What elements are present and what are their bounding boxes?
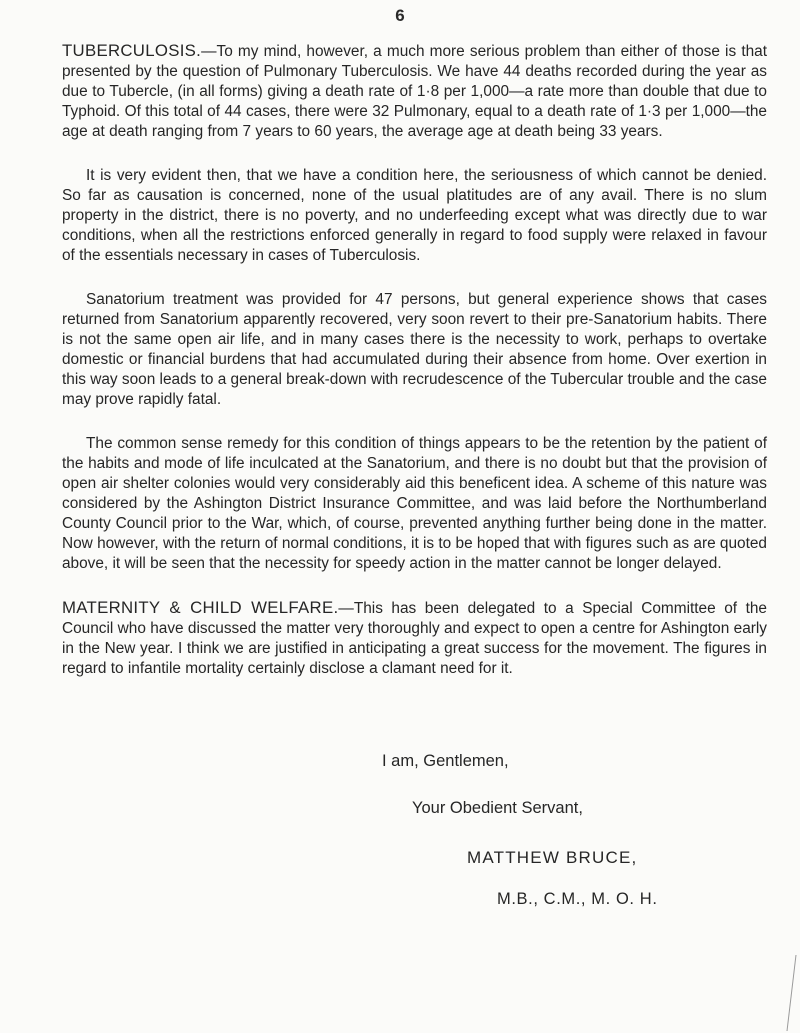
- closing-servant: Your Obedient Servant,: [412, 799, 583, 817]
- signatory-qualifications: M.B., C.M., M. O. H.: [497, 890, 658, 908]
- maternity-text: —This has been delegated to a Special Committee of the Council who have discussed the matter very thoroughly and expect to open a centre for Ashington early in the New year. I think we are justified in anticipating a great success for the movement. The figures in regard to infantile mortality certainly disclose a clamant need for it.: [62, 600, 767, 677]
- seriousness-paragraph: It is very evident then, that we have a condition here, the seriousness of which cannot be denied. So far as causation is concerned, none of the usual platitudes are of any avail. There is no slum property in the district, there is no poverty, and no underfeeding except what was directly due to war conditions, when all the restrictions enforced generally in regard to food supply were relaxed in favour of the essentials necessary in cases of Tuberculosis.: [62, 167, 767, 264]
- report-body: [62, 41, 767, 703]
- closing-greeting: I am, Gentlemen,: [382, 752, 509, 770]
- sanatorium-paragraph: Sanatorium treatment was provided for 47 persons, but general experience shows that cases returned from Sanatorium apparently recovered, very soon revert to their pre-Sanatorium habits. There is not the same open air life, and in many cases there is the necessity to work, perhaps to overtake domestic or financial burdens that had accumulated during their absence from home. Over exertion in this way soon leads to a general break-down with recrudescence of the Tubercular trouble and the case may prove rapidly fatal.: [62, 291, 767, 408]
- signatory-name: MATTHEW BRUCE,: [467, 848, 638, 867]
- remedy-paragraph: The common sense remedy for this condition of things appears to be the retention by the patient of the habits and mode of life inculcated at the Sanatorium, and there is no doubt but that the provision of open air shelter colonies would very considerably aid this beneficent idea. A scheme of this nature was considered by the Ashington District Insurance Committee, and was laid before the Northumberland County Council prior to the War, which, of course, prevented anything further being done in the matter. Now however, with the return of normal conditions, it is to be hoped that with figures such as are quoted above, it will be seen that the necessity for speedy action in the matter cannot be longer delayed.: [62, 435, 767, 572]
- page-number: 6: [395, 6, 405, 25]
- tuberculosis-paragraph: [62, 41, 767, 142]
- maternity-heading: MATERNITY & CHILD WELFARE.: [62, 598, 339, 617]
- tuberculosis-heading: TUBERCULOSIS.: [62, 41, 202, 60]
- tuberculosis-text: —To my mind, however, a much more serious problem than either of those is that presented by the question of Pulmonary Tuberculosis. We have 44 deaths recorded during the year as due to Tubercle, (in all forms) giving a death rate of 1·8 per 1,000—a rate more than double that due to Typhoid. Of this total of 44 cases, there were 32 Pulmonary, equal to a death rate of 1·3 per 1,000—the age at death ranging from 7 years to 60 years, the average age at death being 33 years.: [62, 43, 767, 140]
- margin-pencil-mark: [784, 953, 798, 1033]
- maternity-paragraph: [62, 598, 767, 679]
